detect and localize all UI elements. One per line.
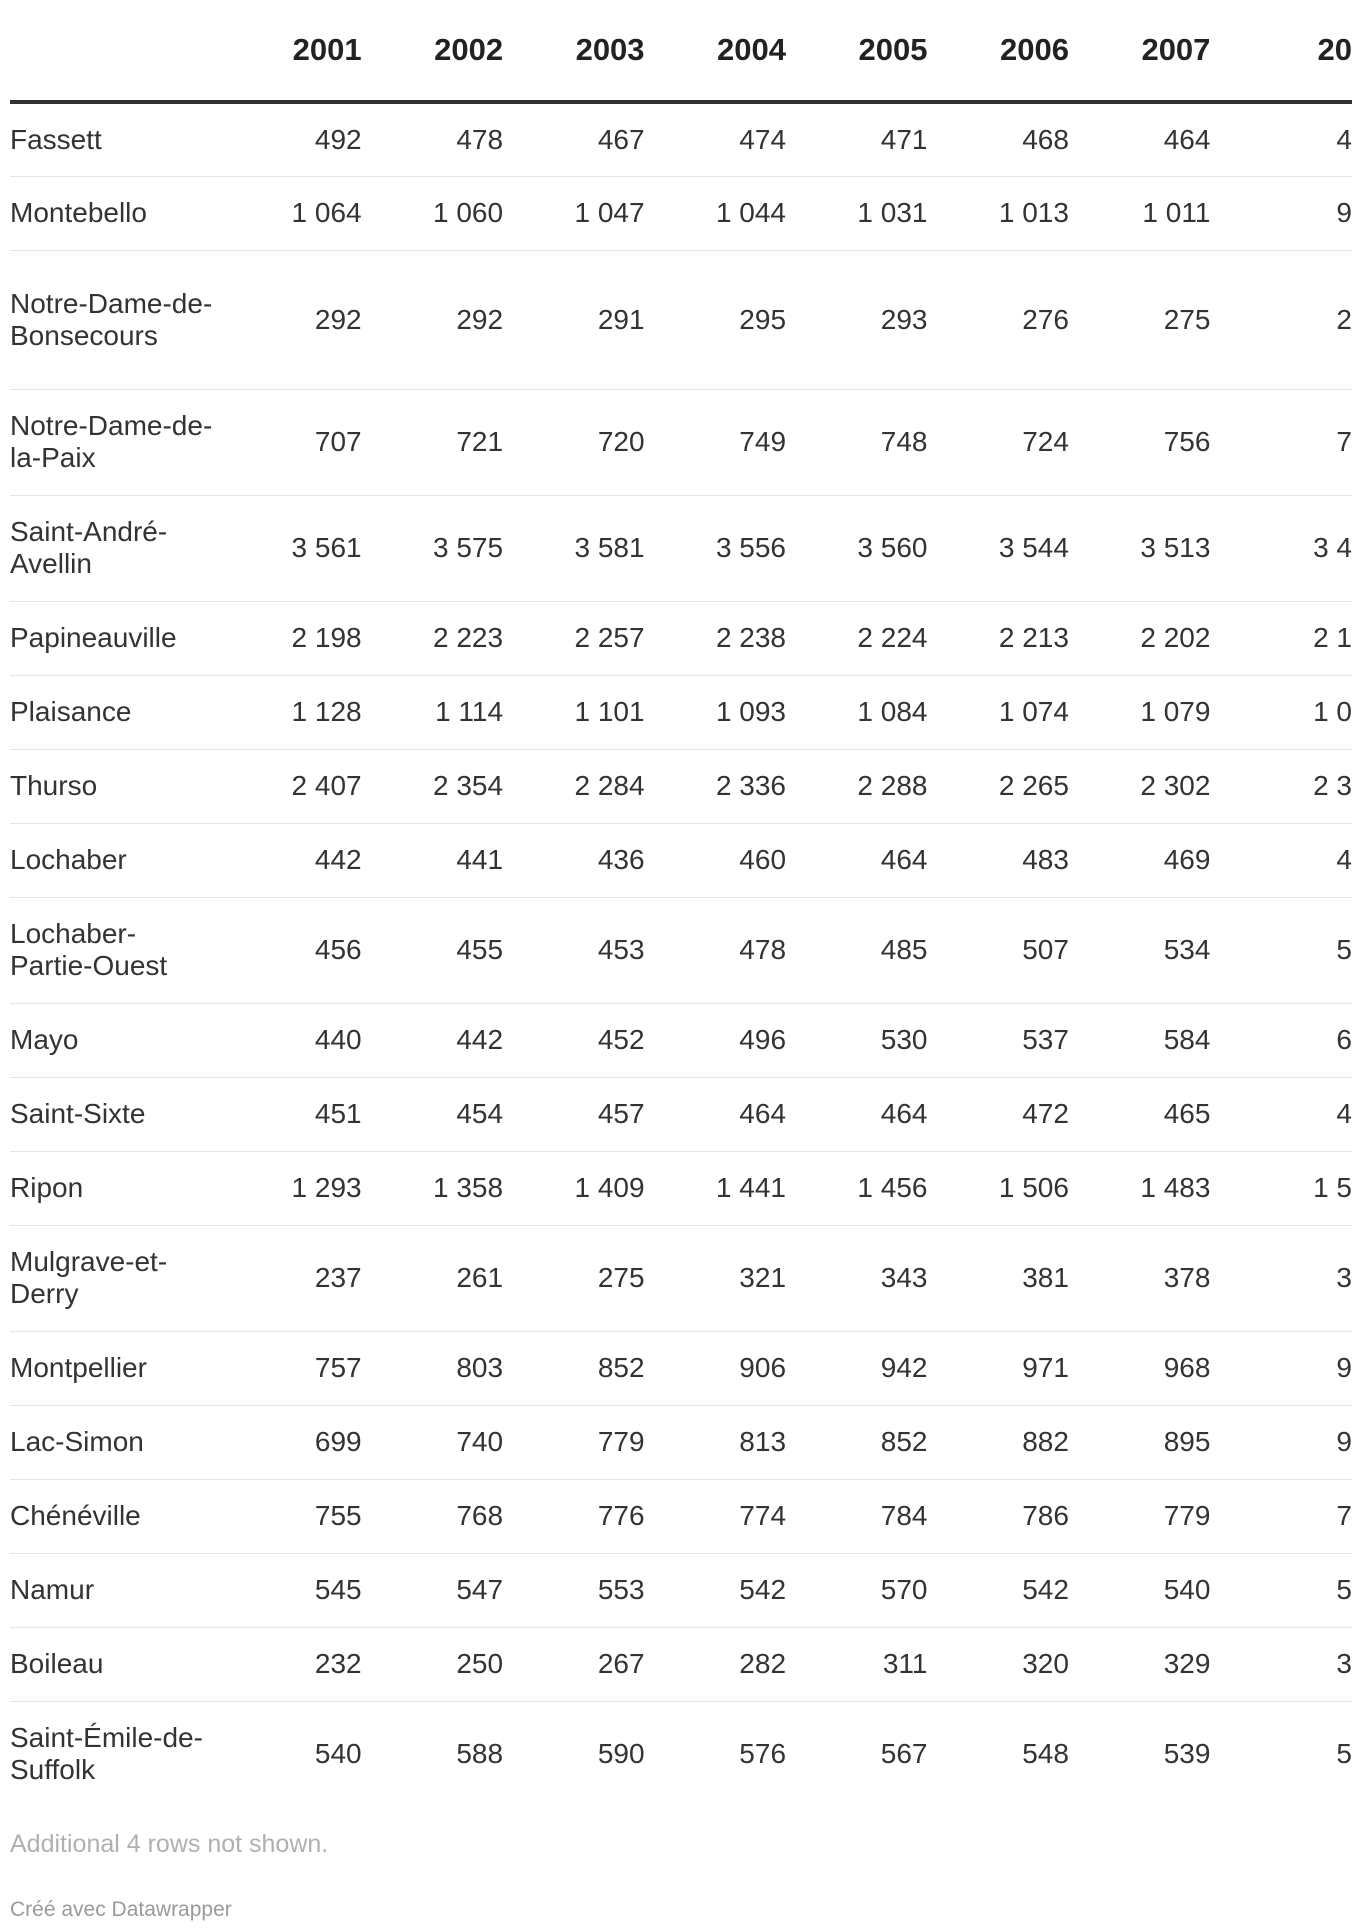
row-label: Fassett bbox=[10, 102, 220, 176]
table-cell: 1 047 bbox=[503, 176, 644, 250]
table-cell: 1 0 bbox=[1210, 675, 1352, 749]
row-label: Namur bbox=[10, 1553, 220, 1627]
table-cell: 570 bbox=[786, 1553, 927, 1627]
row-label: Montpellier bbox=[10, 1331, 220, 1405]
row-label: Ripon bbox=[10, 1151, 220, 1225]
table-cell: 381 bbox=[927, 1225, 1068, 1331]
table-cell: 748 bbox=[786, 389, 927, 495]
table-body bbox=[10, 102, 1352, 1807]
table-cell: 1 128 bbox=[220, 675, 361, 749]
table-cell: 1 483 bbox=[1069, 1151, 1210, 1225]
table-cell: 282 bbox=[645, 1627, 786, 1701]
table-cell: 882 bbox=[927, 1405, 1068, 1479]
table-cell: 1 060 bbox=[362, 176, 503, 250]
row-label: Notre-Dame-de-Bonsecours bbox=[10, 250, 220, 389]
table-cell: 378 bbox=[1069, 1225, 1210, 1331]
table-cell: 721 bbox=[362, 389, 503, 495]
table-cell: 720 bbox=[503, 389, 644, 495]
table-cell: 451 bbox=[220, 1077, 361, 1151]
data-table-container bbox=[10, 0, 1352, 1807]
column-header-year: 2006 bbox=[927, 0, 1068, 102]
table-cell: 3 556 bbox=[645, 495, 786, 601]
table-cell: 942 bbox=[786, 1331, 927, 1405]
table-cell: 1 441 bbox=[645, 1151, 786, 1225]
table-cell: 540 bbox=[1069, 1553, 1210, 1627]
table-cell: 2 288 bbox=[786, 749, 927, 823]
table-cell: 2 336 bbox=[645, 749, 786, 823]
column-header-year: 2005 bbox=[786, 0, 927, 102]
table-cell: 311 bbox=[786, 1627, 927, 1701]
table-cell: 4 bbox=[1210, 102, 1352, 176]
table-row bbox=[10, 1627, 1352, 1701]
header-row bbox=[10, 0, 1352, 102]
table-cell: 852 bbox=[503, 1331, 644, 1405]
table-cell: 1 456 bbox=[786, 1151, 927, 1225]
table-row bbox=[10, 176, 1352, 250]
table-cell: 276 bbox=[927, 250, 1068, 389]
table-cell: 343 bbox=[786, 1225, 927, 1331]
column-header-year: 20 bbox=[1210, 0, 1352, 102]
table-cell: 1 358 bbox=[362, 1151, 503, 1225]
table-cell: 465 bbox=[1069, 1077, 1210, 1151]
table-cell: 3 513 bbox=[1069, 495, 1210, 601]
table-cell: 292 bbox=[220, 250, 361, 389]
table-cell: 469 bbox=[1069, 823, 1210, 897]
table-row bbox=[10, 1331, 1352, 1405]
table-cell: 895 bbox=[1069, 1405, 1210, 1479]
table-cell: 250 bbox=[362, 1627, 503, 1701]
table-cell: 1 044 bbox=[645, 176, 786, 250]
table-row bbox=[10, 389, 1352, 495]
table-cell: 542 bbox=[927, 1553, 1068, 1627]
table-cell: 784 bbox=[786, 1479, 927, 1553]
table-cell: 295 bbox=[645, 250, 786, 389]
table-cell: 540 bbox=[314, 1738, 362, 1770]
table-cell: 588 bbox=[456, 1738, 504, 1770]
table-cell: 291 bbox=[503, 250, 644, 389]
table-cell: 755 bbox=[220, 1479, 361, 1553]
table-row bbox=[10, 1151, 1352, 1225]
table-cell: 2 202 bbox=[1069, 601, 1210, 675]
table-cell: 906 bbox=[645, 1331, 786, 1405]
table-cell: 468 bbox=[927, 102, 1068, 176]
table-cell: 320 bbox=[927, 1627, 1068, 1701]
table-cell: 232 bbox=[220, 1627, 361, 1701]
table-cell: 2 238 bbox=[645, 601, 786, 675]
table-cell: 460 bbox=[645, 823, 786, 897]
table-cell: 1 074 bbox=[927, 675, 1068, 749]
table-notes: Additional 4 rows not shown. bbox=[10, 1830, 329, 1858]
table-cell: 267 bbox=[503, 1627, 644, 1701]
table-cell: 5 bbox=[1210, 897, 1352, 1003]
table-cell: 1 011 bbox=[1069, 176, 1210, 250]
table-cell: 852 bbox=[786, 1405, 927, 1479]
table-cell: 275 bbox=[1069, 250, 1210, 389]
table-row bbox=[10, 250, 1352, 389]
table-cell: 545 bbox=[220, 1553, 361, 1627]
table-cell: 548 bbox=[1022, 1738, 1069, 1770]
table-cell: 2 224 bbox=[786, 601, 927, 675]
table-cell: 2 284 bbox=[503, 749, 644, 823]
table-cell: 803 bbox=[362, 1331, 503, 1405]
row-label: Saint-Sixte bbox=[10, 1077, 220, 1151]
table-cell: 453 bbox=[503, 897, 644, 1003]
table-cell: 1 114 bbox=[362, 675, 503, 749]
row-label: Boileau bbox=[10, 1627, 220, 1701]
table-row bbox=[10, 1003, 1352, 1077]
column-header-year: 2002 bbox=[362, 0, 503, 102]
table-cell: 261 bbox=[362, 1225, 503, 1331]
table-cell: 740 bbox=[362, 1405, 503, 1479]
table-row bbox=[10, 1405, 1352, 1479]
population-table bbox=[10, 0, 1352, 1807]
table-cell: 485 bbox=[786, 897, 927, 1003]
table-cell: 496 bbox=[645, 1003, 786, 1077]
table-cell: 971 bbox=[927, 1331, 1068, 1405]
column-header-year: 2003 bbox=[503, 0, 644, 102]
table-cell: 699 bbox=[220, 1405, 361, 1479]
table-cell: 7 bbox=[1210, 389, 1352, 495]
table-cell: 1 064 bbox=[220, 176, 361, 250]
row-label: Notre-Dame-de-la-Paix bbox=[10, 389, 220, 495]
table-cell: 455 bbox=[362, 897, 503, 1003]
table-cell: 457 bbox=[503, 1077, 644, 1151]
table-cell: 1 293 bbox=[220, 1151, 361, 1225]
table-cell: 2 1 bbox=[1210, 601, 1352, 675]
table-cell: 9 bbox=[1210, 176, 1352, 250]
table-cell: 537 bbox=[927, 1003, 1068, 1077]
table-cell: 534 bbox=[1069, 897, 1210, 1003]
table-cell: 454 bbox=[362, 1077, 503, 1151]
column-header-name bbox=[10, 0, 220, 102]
table-cell: 3 544 bbox=[927, 495, 1068, 601]
table-row bbox=[10, 601, 1352, 675]
table-cell: 542 bbox=[645, 1553, 786, 1627]
table-cell: 2 bbox=[1210, 250, 1352, 389]
table-row bbox=[10, 1225, 1352, 1331]
table-cell: 5 bbox=[1210, 1553, 1352, 1627]
table-cell: 776 bbox=[503, 1479, 644, 1553]
table-cell: 1 031 bbox=[786, 176, 927, 250]
table-cell: 786 bbox=[927, 1479, 1068, 1553]
table-row bbox=[10, 1077, 1352, 1151]
table-cell: 464 bbox=[786, 1077, 927, 1151]
row-label: Saint-André-Avellin bbox=[10, 495, 220, 601]
table-cell: 1 093 bbox=[645, 675, 786, 749]
table-cell: 9 bbox=[1210, 1331, 1352, 1405]
table-cell: 2 198 bbox=[220, 601, 361, 675]
table-cell: 9 bbox=[1210, 1405, 1352, 1479]
source-credit: Créé avec Datawrapper bbox=[10, 1898, 232, 1921]
row-label: Saint-Émile-de-Suffolk bbox=[10, 1722, 203, 1786]
row-label: Chénéville bbox=[10, 1479, 220, 1553]
table-cell: 2 407 bbox=[220, 749, 361, 823]
table-cell: 2 265 bbox=[927, 749, 1068, 823]
table-cell: 3 bbox=[1210, 1225, 1352, 1331]
table-cell: 1 506 bbox=[927, 1151, 1068, 1225]
table-cell: 436 bbox=[503, 823, 644, 897]
table-cell: 275 bbox=[503, 1225, 644, 1331]
table-cell: 3 581 bbox=[503, 495, 644, 601]
column-header-year: 2004 bbox=[645, 0, 786, 102]
table-cell: 584 bbox=[1069, 1003, 1210, 1077]
table-cell: 472 bbox=[927, 1077, 1068, 1151]
table-cell: 442 bbox=[220, 823, 361, 897]
row-label: Lochaber bbox=[10, 823, 220, 897]
table-cell: 4 bbox=[1210, 1077, 1352, 1151]
table-cell: 567 bbox=[880, 1738, 928, 1770]
table-row bbox=[10, 1701, 1352, 1807]
table-cell: 2 213 bbox=[927, 601, 1068, 675]
table-cell: 5 bbox=[1336, 1738, 1352, 1770]
table-cell: 2 223 bbox=[362, 601, 503, 675]
column-header-year: 2001 bbox=[220, 0, 361, 102]
table-row bbox=[10, 675, 1352, 749]
table-cell: 768 bbox=[362, 1479, 503, 1553]
table-cell: 3 561 bbox=[220, 495, 361, 601]
row-label: Papineauville bbox=[10, 601, 220, 675]
table-cell: 7 bbox=[1210, 1479, 1352, 1553]
table-cell: 1 101 bbox=[503, 675, 644, 749]
table-cell: 530 bbox=[786, 1003, 927, 1077]
table-cell: 467 bbox=[503, 102, 644, 176]
table-cell: 1 079 bbox=[1069, 675, 1210, 749]
table-cell: 1 013 bbox=[927, 176, 1068, 250]
table-cell: 757 bbox=[220, 1331, 361, 1405]
table-cell: 3 560 bbox=[786, 495, 927, 601]
table-cell: 452 bbox=[503, 1003, 644, 1077]
table-cell: 2 257 bbox=[503, 601, 644, 675]
table-cell: 2 354 bbox=[362, 749, 503, 823]
table-cell: 539 bbox=[1163, 1738, 1211, 1770]
row-label: Mayo bbox=[10, 1003, 220, 1077]
table-cell: 492 bbox=[220, 102, 361, 176]
table-cell: 813 bbox=[645, 1405, 786, 1479]
table-cell: 474 bbox=[645, 102, 786, 176]
row-label: Mulgrave-et-Derry bbox=[10, 1225, 220, 1331]
table-cell: 483 bbox=[927, 823, 1068, 897]
table-row bbox=[10, 823, 1352, 897]
table-cell: 442 bbox=[362, 1003, 503, 1077]
table-cell: 1 409 bbox=[503, 1151, 644, 1225]
table-cell: 774 bbox=[645, 1479, 786, 1553]
table-cell: 553 bbox=[503, 1553, 644, 1627]
table-cell: 590 bbox=[597, 1738, 645, 1770]
table-row bbox=[10, 1553, 1352, 1627]
table-cell: 237 bbox=[220, 1225, 361, 1331]
table-row bbox=[10, 1479, 1352, 1553]
table-cell: 321 bbox=[645, 1225, 786, 1331]
table-cell: 1 5 bbox=[1210, 1151, 1352, 1225]
table-cell: 547 bbox=[362, 1553, 503, 1627]
table-cell: 329 bbox=[1069, 1627, 1210, 1701]
table-cell: 2 3 bbox=[1210, 749, 1352, 823]
table-cell: 292 bbox=[362, 250, 503, 389]
table-cell: 724 bbox=[927, 389, 1068, 495]
row-label: Lochaber-Partie-Ouest bbox=[10, 897, 220, 1003]
table-cell: 478 bbox=[362, 102, 503, 176]
table-cell: 441 bbox=[362, 823, 503, 897]
table-cell: 456 bbox=[220, 897, 361, 1003]
table-cell: 3 bbox=[1210, 1627, 1352, 1701]
table-cell: 3 575 bbox=[362, 495, 503, 601]
table-cell: 968 bbox=[1069, 1331, 1210, 1405]
row-label: Plaisance bbox=[10, 675, 220, 749]
table-cell: 464 bbox=[786, 823, 927, 897]
table-cell: 576 bbox=[739, 1738, 787, 1770]
table-cell: 4 bbox=[1210, 823, 1352, 897]
table-cell: 440 bbox=[220, 1003, 361, 1077]
table-row bbox=[10, 102, 1352, 176]
table-cell: 471 bbox=[786, 102, 927, 176]
table-cell: 749 bbox=[645, 389, 786, 495]
table-cell: 756 bbox=[1069, 389, 1210, 495]
table-cell: 779 bbox=[503, 1405, 644, 1479]
table-row bbox=[10, 897, 1352, 1003]
table-cell: 6 bbox=[1210, 1003, 1352, 1077]
table-row bbox=[10, 749, 1352, 823]
row-label: Lac-Simon bbox=[10, 1405, 220, 1479]
table-cell: 1 084 bbox=[786, 675, 927, 749]
table-row bbox=[10, 495, 1352, 601]
table-cell: 293 bbox=[786, 250, 927, 389]
row-label: Montebello bbox=[10, 176, 220, 250]
table-cell: 707 bbox=[220, 389, 361, 495]
table-cell: 464 bbox=[1069, 102, 1210, 176]
table-cell: 507 bbox=[927, 897, 1068, 1003]
table-cell: 464 bbox=[645, 1077, 786, 1151]
table-cell: 478 bbox=[645, 897, 786, 1003]
table-cell: 3 4 bbox=[1210, 495, 1352, 601]
column-header-year: 2007 bbox=[1069, 0, 1210, 102]
table-cell: 2 302 bbox=[1069, 749, 1210, 823]
row-label: Thurso bbox=[10, 749, 220, 823]
table-cell: 779 bbox=[1069, 1479, 1210, 1553]
